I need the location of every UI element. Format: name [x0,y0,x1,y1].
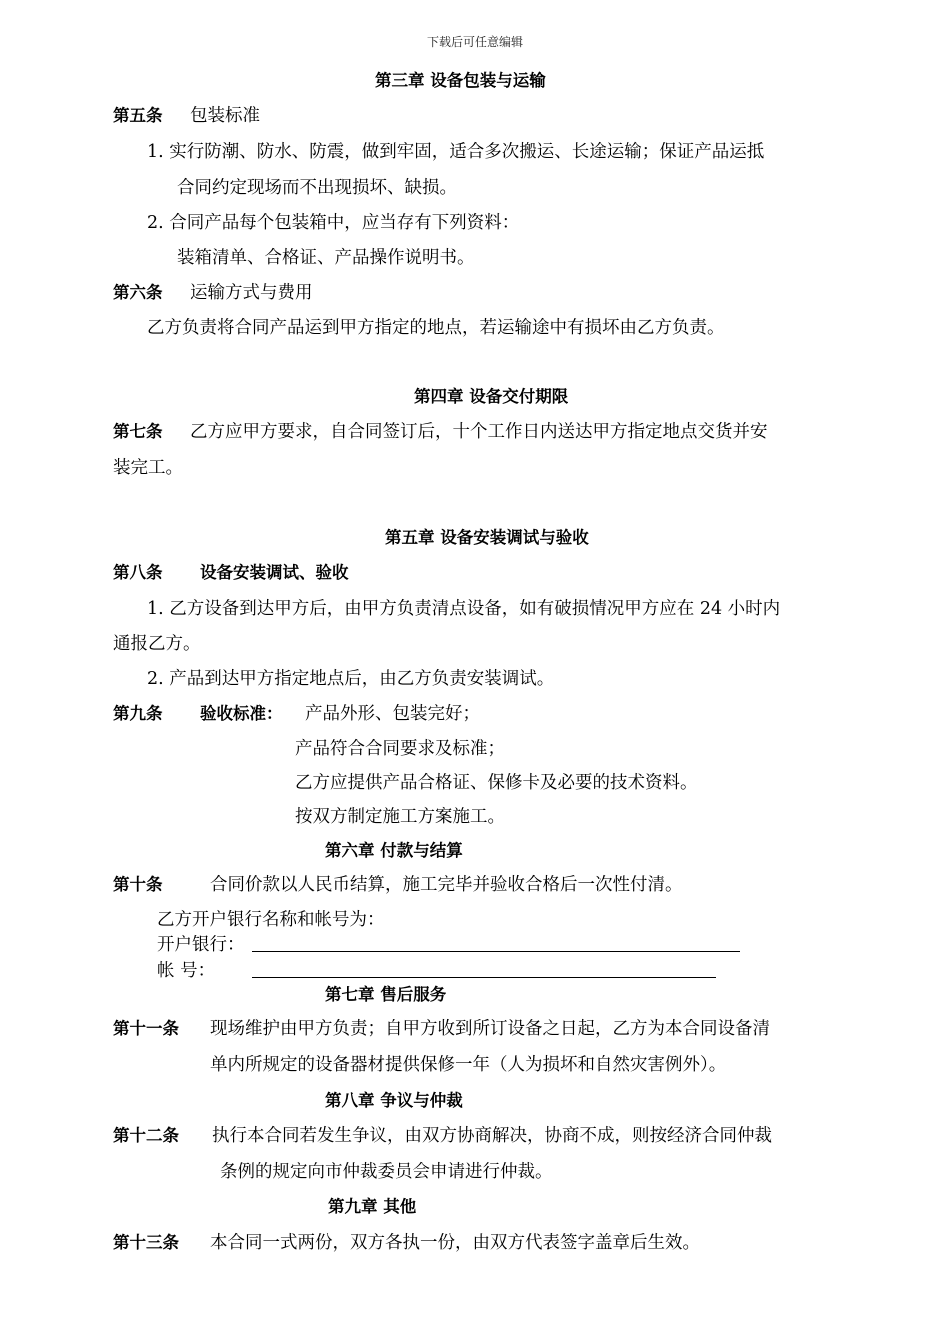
bank-name-label: 开户银行： [157,935,245,955]
article-12-line-2: 条例的规定向市仲裁委员会申请进行仲裁。 [220,1162,553,1182]
acceptance-criterion: 产品外形、包装完好； [305,704,480,724]
article-6-heading: 运输方式与费用 [190,283,313,303]
article-13-label: 第十三条 [113,1233,179,1252]
acceptance-criterion: 产品符合合同要求及标准； [295,739,505,759]
article-10-label: 第十条 [113,875,163,894]
article-5-item-2-line-2: 装箱清单、合格证、产品操作说明书。 [177,248,475,268]
article-11-line-2: 单内所规定的设备器材提供保修一年（人为损坏和自然灾害例外）。 [210,1055,727,1075]
article-7-line-2: 装完工。 [113,458,183,478]
article-5-label: 第五条 [113,106,163,125]
page-header: 下载后可任意编辑 [427,35,524,49]
article-7-line-1: 乙方应甲方要求，自合同签订后，十个工作日内送达甲方指定地点交货并安 [190,422,768,442]
article-9-label: 第九条 [113,704,163,723]
article-10-body: 合同价款以人民币结算，施工完毕并验收合格后一次性付清。 [210,875,683,895]
chapter-4-title: 第四章 设备交付期限 [414,387,569,406]
article-8-item-1-line-1: 1. 乙方设备到达甲方后，由甲方负责清点设备，如有破损情况甲方应在 24 小时内 [147,599,781,619]
chapter-5-title: 第五章 设备安装调试与验收 [385,528,589,547]
article-8-item-1-line-2: 通报乙方。 [113,634,201,654]
account-label: 帐 号： [157,961,216,981]
bank-name-blank-line [252,951,740,952]
article-5-item-2-line-1: 2. 合同产品每个包装箱中，应当存有下列资料： [147,213,520,233]
chapter-9-title: 第九章 其他 [328,1197,417,1216]
article-13-body: 本合同一式两份，双方各执一份，由双方代表签字盖章后生效。 [210,1233,700,1253]
article-11-label: 第十一条 [113,1019,179,1038]
bank-intro: 乙方开户银行名称和帐号为： [157,910,385,930]
article-8-label: 第八条 [113,563,163,582]
chapter-7-title: 第七章 售后服务 [325,985,447,1004]
article-7-label: 第七条 [113,422,163,441]
account-blank-line [252,977,716,978]
acceptance-criterion: 乙方应提供产品合格证、保修卡及必要的技术资料。 [295,773,698,793]
chapter-6-title: 第六章 付款与结算 [325,841,463,860]
article-5-item-1-line-2: 合同约定现场而不出现损坏、缺损。 [177,178,457,198]
article-8-heading: 设备安装调试、验收 [200,563,349,582]
article-11-line-1: 现场维护由甲方负责；自甲方收到所订设备之日起，乙方为本合同设备清 [210,1019,770,1039]
chapter-8-title: 第八章 争议与仲裁 [325,1091,463,1110]
article-5-item-1-line-1: 1. 实行防潮、防水、防震，做到牢固，适合多次搬运、长途运输；保证产品运抵 [147,142,765,162]
chapter-3-title: 第三章 设备包装与运输 [375,71,546,90]
article-8-item-2: 2. 产品到达甲方指定地点后，由乙方负责安装调试。 [147,669,555,689]
article-9-heading: 验收标准： [200,704,283,723]
article-5-heading: 包装标准 [190,106,260,126]
article-12-line-1: 执行本合同若发生争议，由双方协商解决，协商不成，则按经济合同仲裁 [212,1126,772,1146]
article-6-label: 第六条 [113,283,163,302]
article-6-body: 乙方负责将合同产品运到甲方指定的地点，若运输途中有损坏由乙方负责。 [147,318,725,338]
acceptance-criterion: 按双方制定施工方案施工。 [295,807,505,827]
article-12-label: 第十二条 [113,1126,179,1145]
